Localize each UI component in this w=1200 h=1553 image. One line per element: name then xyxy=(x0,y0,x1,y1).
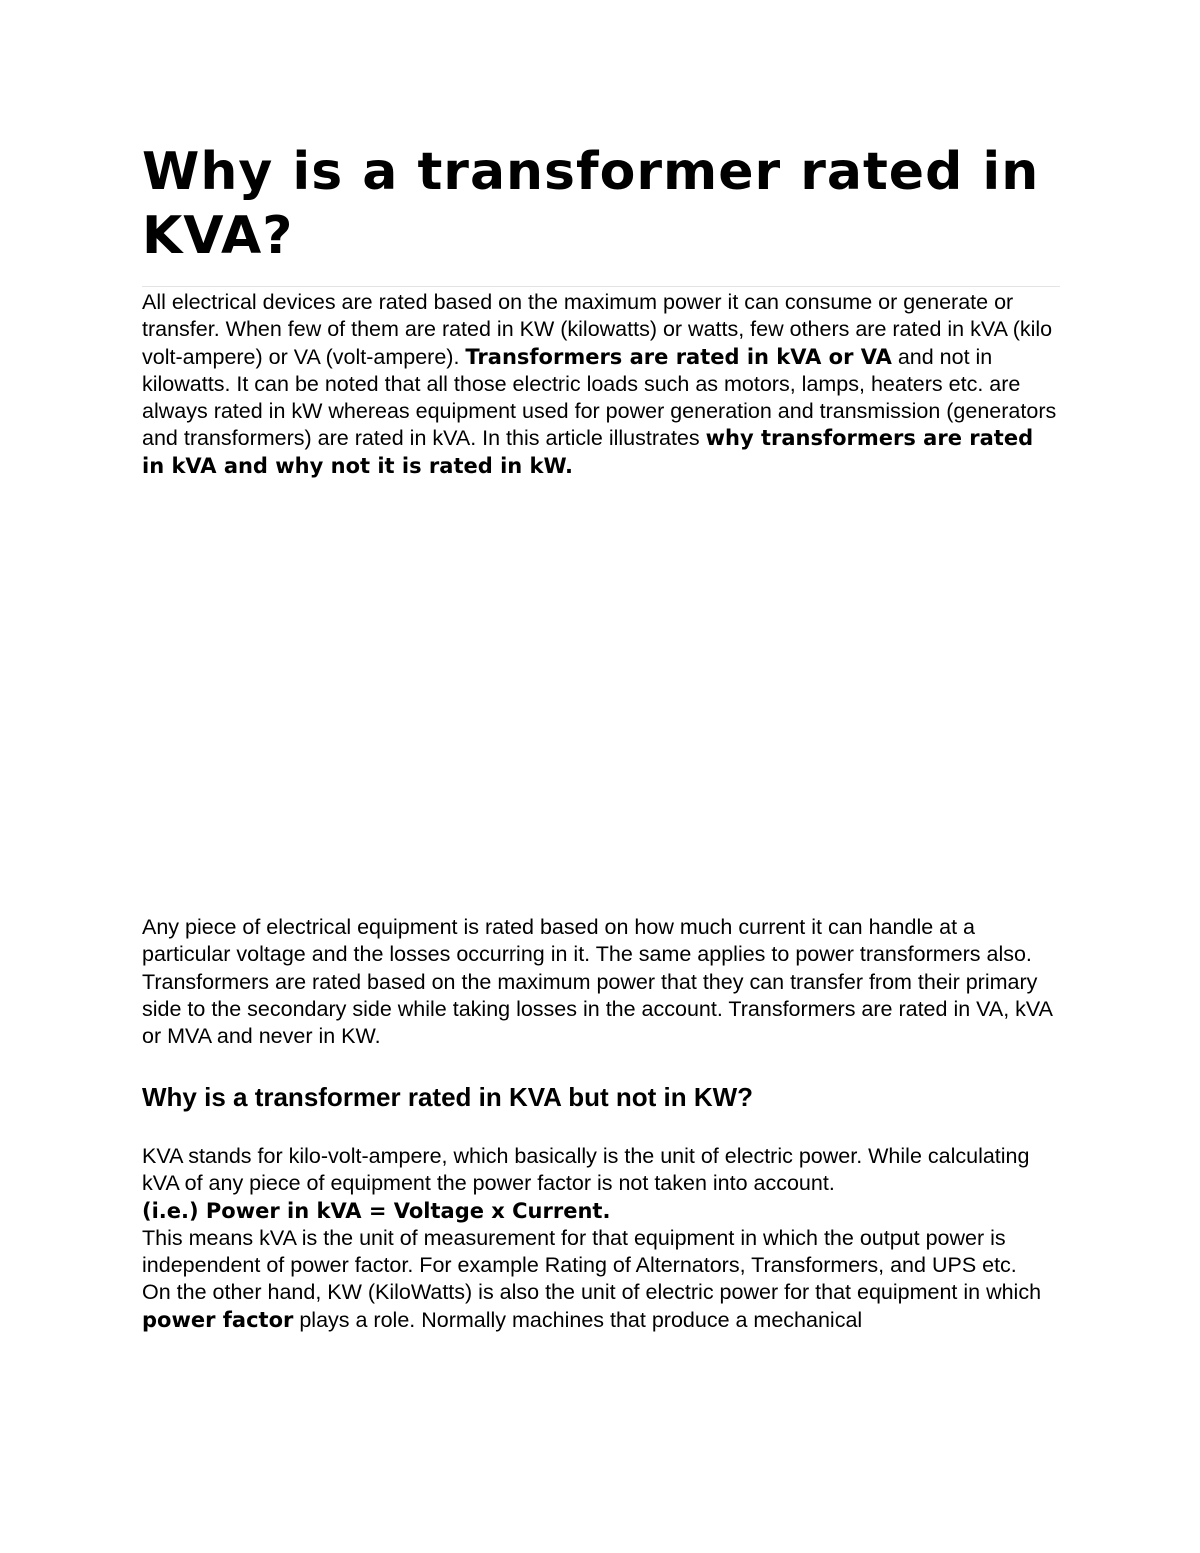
title-divider xyxy=(142,286,1060,287)
kva-definition: KVA stands for kilo-volt-ampere, which basically is the unit of electric power. While calculating kVA of any piece of equipment the power factor is not taken into account. xyxy=(142,1144,1030,1196)
intro-text-1: All electrical devices are rated based on the maximum power it can consume or generate or transfer. When few of them are rated in KW (kilowatts) or watts, few others are rated in kVA (kilo volt-ampere) or VA (volt-ampere). xyxy=(142,290,1053,369)
section-body xyxy=(142,1143,1060,1334)
kva-meaning: This means kVA is the unit of measurement for that equipment in which the output power is independent of power factor. For example Rating of Alternators, Transformers, and UPS etc. xyxy=(142,1225,1017,1278)
kw-bold: power factor xyxy=(142,1307,294,1332)
page-title: Why is a transformer rated in KVA? xyxy=(142,142,1040,266)
intro-bold-1: Transformers are rated in kVA or VA xyxy=(465,344,892,369)
intro-bold-2: why transformers are rated in kVA and why not it is rated in kW. xyxy=(142,426,1034,478)
intro-text-2: and not in kilowatts. It can be noted that all those electric loads such as motors, lamps, heaters etc. are always rated in kW whereas equipment used for power generation and transmission (generators and transformers) are rated in kVA. In this article illustrates xyxy=(142,344,1057,451)
kw-text-2: plays a role. Normally machines that produce a mechanical xyxy=(293,1307,863,1332)
section-heading: Why is a transformer rated in KVA but not in KW? xyxy=(142,1082,754,1112)
rating-paragraph: Any piece of electrical equipment is rated based on how much current it can handle at a particular voltage and the losses occurring in it. The same applies to power transformers also. Transformers are rated based on the maximum power that they can transfer from their primary side to the secondary side while taking losses in the account. Transformers are rated in VA, kVA or MVA and never in KW. xyxy=(142,915,1052,1049)
intro-paragraph xyxy=(142,289,1060,480)
kva-equation: (i.e.) Power in kVA = Voltage x Current. xyxy=(142,1198,611,1223)
kw-text-1: On the other hand, KW (KiloWatts) is also the unit of electric power for that equipment in which xyxy=(142,1280,1042,1305)
